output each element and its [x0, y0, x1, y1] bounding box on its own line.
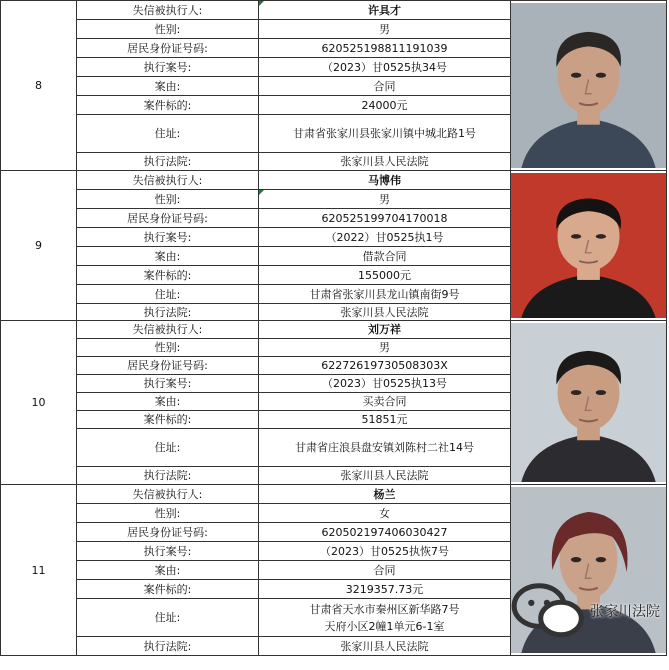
field-label-name: 失信被执行人:: [77, 485, 259, 504]
defaulter-photo: [511, 321, 667, 485]
field-label-gender: 性别:: [77, 339, 259, 357]
table-row: [1, 171, 667, 190]
field-label-address: 住址:: [77, 599, 259, 637]
field-text: 男: [379, 341, 390, 354]
field-label-amount: 案件标的:: [77, 96, 259, 115]
field-value-id: [259, 357, 511, 375]
field-text: 买卖合同: [362, 395, 407, 408]
field-text: 620525199704170018: [321, 211, 448, 225]
field-value-cause: [259, 77, 511, 96]
portrait-illustration: [511, 3, 666, 168]
field-label-gender: 性别:: [77, 20, 259, 39]
field-value-case: [259, 58, 511, 77]
wechat-icon: [511, 581, 586, 644]
field-value-id: [259, 523, 511, 542]
field-text: 甘肃省庄浪县盘安镇刘陈村二社14号: [295, 441, 474, 454]
field-text: 甘肃省张家川县龙山镇南街9号: [309, 287, 460, 301]
field-label-amount: 案件标的:: [77, 411, 259, 429]
cell-flag-marker: [259, 190, 264, 195]
defaulter-photo: [511, 485, 667, 656]
record-number: 11: [1, 485, 77, 656]
field-value-name: [259, 171, 511, 190]
field-label-case: 执行案号:: [77, 375, 259, 393]
field-label-name: 失信被执行人:: [77, 1, 259, 20]
field-text: 62272619730508303X: [321, 359, 448, 372]
field-value-court: [259, 467, 511, 485]
field-label-gender: 性别:: [77, 504, 259, 523]
field-label-court: 执行法院:: [77, 467, 259, 485]
field-value-amount: [259, 580, 511, 599]
field-value-amount: [259, 411, 511, 429]
field-text: 155000元: [358, 268, 411, 282]
field-text: 张家川县人民法院: [340, 155, 429, 168]
field-label-address: 住址:: [77, 429, 259, 467]
field-label-id: 居民身份证号码:: [77, 39, 259, 58]
field-value-amount: [259, 96, 511, 115]
field-text: 张家川县人民法院: [340, 639, 429, 653]
field-value-name: [259, 485, 511, 504]
portrait-illustration: [511, 323, 666, 482]
field-label-cause: 案由:: [77, 247, 259, 266]
address-line-1: 甘肃省天水市秦州区新华路7号: [309, 602, 460, 616]
field-text: 甘肃省张家川县张家川镇中城北路1号: [293, 127, 476, 140]
field-value-cause: [259, 247, 511, 266]
watermark-text: 张家川法院: [590, 603, 660, 620]
field-label-address: 住址:: [77, 285, 259, 304]
field-value-name: [259, 321, 511, 339]
field-value-case: [259, 542, 511, 561]
field-text: 合同: [373, 79, 396, 93]
table-row: [1, 321, 667, 339]
table-row: [1, 485, 667, 504]
field-value-address: [259, 285, 511, 304]
field-label-id: 居民身份证号码:: [77, 523, 259, 542]
field-value-address: [259, 599, 511, 637]
field-text: （2022）甘0525执1号: [325, 230, 444, 244]
field-value-court: [259, 304, 511, 321]
address-line-2: 天府小区2幢1单元6-1室: [324, 619, 445, 633]
field-label-amount: 案件标的:: [77, 266, 259, 285]
field-text: 刘万祥: [368, 323, 401, 336]
record-number: 9: [1, 171, 77, 321]
field-label-case: 执行案号:: [77, 58, 259, 77]
field-label-cause: 案由:: [77, 561, 259, 580]
field-text: 51851元: [361, 413, 408, 426]
field-text: 24000元: [361, 98, 408, 112]
field-text: 620502197406030427: [321, 525, 448, 539]
field-text: 马博伟: [368, 173, 401, 187]
field-value-address: [259, 115, 511, 153]
field-text: 许具才: [368, 3, 401, 17]
record-number: 10: [1, 321, 77, 485]
field-text: 张家川县人民法院: [340, 469, 429, 482]
field-value-court: [259, 637, 511, 656]
field-value-gender: [259, 504, 511, 523]
cell-flag-marker: [259, 1, 264, 6]
field-label-amount: 案件标的:: [77, 580, 259, 599]
field-value-name: [259, 1, 511, 20]
field-text: 杨兰: [373, 487, 396, 501]
defaulter-photo: [511, 171, 667, 321]
field-label-cause: 案由:: [77, 393, 259, 411]
field-value-court: [259, 153, 511, 171]
field-text: （2023）甘0525执13号: [322, 377, 447, 390]
field-label-court: 执行法院:: [77, 637, 259, 656]
field-value-gender: [259, 339, 511, 357]
field-label-cause: 案由:: [77, 77, 259, 96]
field-value-amount: [259, 266, 511, 285]
field-label-court: 执行法院:: [77, 304, 259, 321]
defaulter-photo: [511, 1, 667, 171]
field-text: 620525198811191039: [321, 41, 448, 55]
field-value-id: [259, 39, 511, 58]
field-value-id: [259, 209, 511, 228]
field-label-case: 执行案号:: [77, 228, 259, 247]
field-label-court: 执行法院:: [77, 153, 259, 171]
field-label-id: 居民身份证号码:: [77, 357, 259, 375]
table-row: [1, 1, 667, 20]
record-number: 8: [1, 1, 77, 171]
watermark: [511, 581, 660, 644]
field-value-case: [259, 375, 511, 393]
field-text: （2023）甘0525执恢7号: [320, 544, 449, 558]
field-value-cause: [259, 561, 511, 580]
field-text: 合同: [373, 563, 396, 577]
field-value-case: [259, 228, 511, 247]
field-label-id: 居民身份证号码:: [77, 209, 259, 228]
field-text: 女: [379, 506, 390, 520]
field-text: （2023）甘0525执34号: [322, 60, 447, 74]
field-value-gender: [259, 20, 511, 39]
field-label-gender: 性别:: [77, 190, 259, 209]
portrait-illustration: [511, 173, 666, 318]
field-label-name: 失信被执行人:: [77, 171, 259, 190]
field-label-case: 执行案号:: [77, 542, 259, 561]
field-value-cause: [259, 393, 511, 411]
field-value-gender: [259, 190, 511, 209]
field-text: 3219357.73元: [345, 582, 424, 596]
field-label-address: 住址:: [77, 115, 259, 153]
field-text: 男: [379, 22, 390, 36]
field-text: 借款合同: [362, 249, 407, 263]
field-text: 男: [379, 192, 390, 206]
field-text: 张家川县人民法院: [340, 305, 429, 319]
field-label-name: 失信被执行人:: [77, 321, 259, 339]
field-value-address: [259, 429, 511, 467]
